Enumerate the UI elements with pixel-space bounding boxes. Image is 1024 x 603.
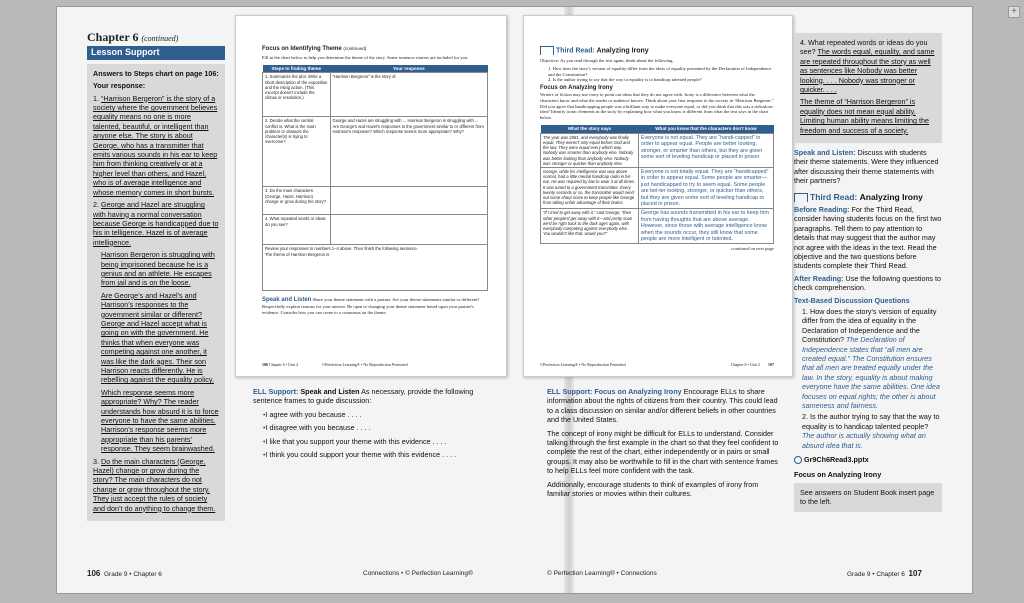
- book-spread: [56, 6, 973, 594]
- sentence-frame: • I like that you support your theme with this evidence . . . .: [263, 437, 493, 446]
- lesson-support-bar: Lesson Support: [87, 46, 225, 59]
- page-107-footer: ©Perfection Learning® • No Reproduction Permitted Chapter 6 • Unit 2 107: [540, 362, 774, 368]
- answers-box: Answers to Steps chart on page 106: Your response: 1. “Harrison Bergeron” is the story of a society where the government believes equality means no one is more talented, beautiful, or intelligent than anyone else. The story is about George, who has a transmitter that emits various sounds in his ear to keep him from thinking creatively or at a higher level than others, and Hazel, who is of average intelligence and whose memory comes in short bursts. 2. George and Hazel are struggling with having a normal conversation because George is handicapped due to his in telligence. Hazel is of average intelligence. Harrison Bergeron is struggling with being imprisoned because he is a genius and an athlete. He escapes from jail and is on the loose. Are George’s and Hazel’s and Harrison’s responses to the government similar or different? George and Hazel accept what is going on with the government. He thinks that when everyone was competing against one another, it was like the dark ages. Their son Harrison reacts differently. He is rebelling against the equality policy. Which response seems more appropriate? Why? The reader understands how absurd it is to force everyone to have the same abilities. Harrison’s response seems more appropriate than his parents’ response. They seem brainwashed. 3. Do the main characters (George, Hazel) change or grow during the story? The main characters do not change or grow throughout the story. They just accept the rules of society and don’t do anything to change them.: [87, 64, 225, 521]
- chapter-heading: Chapter 6 (continued): [87, 30, 179, 44]
- footer-right-center: © Perfection Learning® • Connections: [547, 570, 657, 577]
- answer-3: 3. Do the main characters (George, Hazel) change or grow during the story? The main characters do not change or grow throughout the story. They just accept the rules of society and don’t do anything to change them.: [93, 456, 216, 513]
- student-page-107: Third Read: Analyzing Irony Objective: As you read through the text again, think about the following. 1. How does the story's version of equality differ from the ideas of equality presented by the Declaration of Independence and the Constitution? 2. Is the author trying to say that the way to equality is to handicap talented people? Focus on Analyzing Irony Writers of fiction may use irony to point out ideas that they do not agree with. Irony is a difference between what the characters know and what the reader or audience knows. Think about your first response to the society in “Harrison Bergeron.” Did you agree that handicapping people was a brilliant way to make everyone equal, or did you think that this was a ridiculous idea? Identify ironic elements in the story by explaining how what you know is different from what the text says in the chart below. What the story says What you know that the characters don't know The year was 2081, and everybody was finally equal. They weren't only equal before God and the law. They were equal every which way. Nobody was smarter than anybody else. Nobody was better looking than anybody else. Nobody was stronger or quicker than anybody else. Everyone is not equal. They are “handi-capped” in order to appear equal. People are better looking, stronger, or smarter than others, but they are given some sort of leveling handicap or placed in prison. George, while his intelligence was way above normal, had a little mental handicap radio in his ear. He was required by law to wear it at all times. It was tuned to a government transmitter. Every twenty seconds or so, the transmitter would send out some sharp noise to keep people like George from taking unfair advantage of their brains. Everyone is not totally equal. They are “handicapped” in order to appear equal. Some people are smarter—just handicapped to try to seem equal. Some people are bet-ter looking, stronger, or quicker than others, but they are given some sort of leveling handicap or placed in prison. “If I tried to get away with it,” said George, “then other people'd get away with it—and pretty soon we'd be right back to the dark ages again, with everybody competing against everybody else. You wouldn't like that, would you?” George has sounds transmitted in his ear to keep him from having thoughts that are above average. However, since those with average intelligence know when the sounds occur, they still know that some people are more intelligent or talented. continued on next page ©Perfection Learning® • No Reproduction Permitted Chapter 6 • Unit 2 107: [523, 15, 793, 377]
- sentence-frame: • I agree with you because . . . .: [263, 410, 493, 419]
- sentence-frame: • I disagree with you because . . . .: [263, 423, 493, 432]
- page-106-footer: 106 Chapter 6 • Unit 2 ©Perfection Learning® • No Reproduction Permitted: [262, 362, 408, 368]
- sentence-frame: • I think you could support your theme with this evidence . . . .: [263, 450, 493, 459]
- tbd-question-2: 2. Is the author trying to say that the way to equality is to handicap talented people? The author is actually showing what an absurd idea that is.: [802, 412, 940, 450]
- answer-2: 2. George and Hazel are struggling with having a normal conversation because George is handicapped due to his in telligence. Hazel is of average intelligence.: [93, 200, 219, 247]
- expand-icon[interactable]: +: [1008, 6, 1020, 18]
- answer-4-box: 4. What repeated words or ideas do you see? The words equal, equality, and same are repeated throughout the story as well as sentences like Nobody was better looking. . . . Nobody was stronger or quicker. . . . The theme of “Harrison Bergeron” is equality does not mean equal ability. Limiting human ability means limiting the freedom and success of a society.: [794, 33, 942, 143]
- reader-icon: [540, 46, 554, 55]
- left-sidebar: [87, 30, 225, 521]
- right-sidebar: 4. What repeated words or ideas do you see? The words equal, equality, and same are repeated throughout the story as well as sentences like Nobody was better looking. . . . Nobody was stronger or quicker. . . . The theme of “Harrison Bergeron” is equality does not mean equal ability. Limiting human ability means limiting the freedom and success of a society. Speak and Listen: Discuss with students their theme statements. Were they influenced after discussing their theme statements with their partners? Third Read: Analyzing Irony Before Reading: For the Third Read, consider having students focus on the first two paragraphs. Tell them to pay attention to details that may suggest that the author may not agree with the ideas in the text. Read the objective and the two questions before students complete their Third Read. After Reading: Use the following questions to check comprehension. Text-Based Discussion Questions 1. How does the story's version of equality differ from the idea of equality in the Declaration of Independence and the Constitution? The Declaration of Independence states that “all men are created equal.” The Constitution ensures that all men are treated equally under the law. In the story, equality is about making everyone have the same abilities. One idea focuses on equal rights; the other is about sameness and fairness. 2. Is the author trying to say that the way to equality is to handicap talented people? The author is actually showing what an absurd idea that is. Gr9Ch6Read3.pptx Focus on Analyzing Irony See answers on Student Book insert page to the left.: [794, 33, 942, 512]
- reader-icon: [794, 193, 808, 202]
- presentation-icon: [794, 456, 802, 464]
- ell-support-left: ELL Support: Speak and Listen As necessary, provide the following sentence frames to guide discussion: • I agree with you because . . . . • I disagree with you because . . . . • I like that you support your theme with this evidence . . . . • I think you could support your theme with this evidence . . . .: [253, 387, 493, 463]
- speak-listen-106: Speak and Listen Share your theme statement with a partner. Are your theme statements similar or different? Respectfully explain reasons for your answer. Be open to changing your theme statement based upon your partner's evidence. Consider how you can come to a consensus on the theme.: [262, 297, 480, 315]
- ell-support-right: ELL Support: Focus on Analyzing Irony Encourage ELLs to share information about the rights of citizens from their country. This could lead to a class discussion on similar and/or different beliefs in other countries and the United States. The concept of irony might be difficult for ELLs to understand. Consider talking through the first example in the chart so that they feel confident to complete the rest of the chart, either independently or in pairs or small groups. It may also be worthwhile to fill in the chart with sentence frames to help ELLs feel more confident with the task. Additionally, encourage students to think of examples of irony from familiar stories or movies within their cultures.: [547, 387, 779, 499]
- irony-table: What the story says What you know that the characters don't know The year was 2081, and everybody was finally equal. They weren't only equal before God and the law. They were equal every which way. Nobody was smarter than anybody else. Nobody was better looking than anybody else. Nobody was stronger or quicker than anybody else. Everyone is not equal. They are “handi-capped” in order to appear equal. People are better looking, stronger, or smarter than others, but they are given some sort of leveling handicap or placed in prison. George, while his intelligence was way above normal, had a little mental handicap radio in his ear. He was required by law to wear it at all times. It was tuned to a government transmitter. Every twenty seconds or so, the transmitter would send out some sharp noise to keep people like George from taking unfair advantage of their brains. Everyone is not totally equal. They are “handicapped” in order to appear equal. Some people are smarter—just handicapped to try to seem equal. Some people are bet-ter looking, stronger, or quicker than others, but they are given some sort of leveling handicap or placed in prison. “If I tried to get away with it,” said George, “then other people'd get away with it—and pretty soon we'd be right back to the dark ages again, with everybody competing against everybody else. You wouldn't like that, would you?” George has sounds transmitted in his ear to keep him from having thoughts that are above average. However, since those with average intelligence know when the sounds occur, they still know that some people are more intelligent or talented.: [540, 125, 774, 244]
- footer-left: 106 Grade 9 • Chapter 6: [87, 569, 162, 578]
- speak-listen-note: Speak and Listen: Discuss with students their theme statements. Were they influenced after discussing their theme statements with their partners?: [794, 148, 939, 186]
- student-page-106: Focus on Identifying Theme (continued) Fill in the chart below to help you determine the theme of the story. Some sentence starters are included for you. Steps to finding theme Your response 1. Summarize the plot. Write a short description of the exposition and the rising action. (This excerpt doesn't include the climax or resolution.) “Harrison Bergeron” is the story of 2. Decide what the central conflict is. What is the main problem or obstacle the character(s) is trying to overcome? George and Hazel are struggling with ... Harrison Bergeron is struggling with ... Are George's and Hazel's responses to the government similar to or different from Harrison's response? Which response seems more appropriate? Why? 3. Do the main characters (George, Hazel, Harrison) change or grow during the story? 4. What repeated words or ideas do you see? Review your responses to numbers 1–4 above. Then finish the following sentence. The theme of Harrison Bergeron is Speak and Listen Share your theme statement with a partner. Are your theme statements similar or different? Respectfully explain reasons for your answer. Be open to changing your theme statement based upon your partner's evidence. Consider how you can come to a consensus on the theme. 106 Chapter 6 • Unit 2 ©Perfection Learning® • No Reproduction Permitted: [235, 15, 507, 377]
- pptx-link[interactable]: Gr9Ch6Read3.pptx: [794, 455, 942, 464]
- focus-answers-box: See answers on Student Book insert page to the left.: [794, 483, 942, 512]
- third-read-heading: Third Read: Analyzing Irony: [794, 192, 942, 202]
- theme-steps-table: Steps to finding theme Your response 1. Summarize the plot. Write a short description of the exposition and the rising action. (This excerpt doesn't include the climax or resolution.) “Harrison Bergeron” is the story of 2. Decide what the central conflict is. What is the main problem or obstacle the character(s) is trying to overcome? George and Hazel are struggling with ... Harrison Bergeron is struggling with ... Are George's and Hazel's responses to the government similar to or different from Harrison's response? Which response seems more appropriate? Why? 3. Do the main characters (George, Hazel, Harrison) change or grow during the story? 4. What repeated words or ideas do you see? Review your responses to numbers 1–4 above. Then finish the following sentence. The theme of Harrison Bergeron is: [262, 65, 488, 292]
- answer-1: 1. “Harrison Bergeron” is the story of a society where the government believes equality means no one is more talented, beautiful, or intelligent than anyone else. The story is about George, who has a transmitter that emits various sounds in his ear to keep him from thinking creatively or at a higher level than others, and Hazel, who is of average intelligence and whose memory comes in short bursts.: [93, 93, 218, 197]
- footer-right: Grade 9 • Chapter 6 107: [847, 569, 922, 578]
- tbd-question-1: 1. How does the story's version of equality differ from the idea of equality in the Declaration of Independence and the Constitution? The Declaration of Independence states that “all men are created equal.” The Constitution ensures that all men are treated equally under the law. In the story, equality is about making everyone have the same abilities. One idea focuses on equal rights; the other is about sameness and fairness.: [802, 307, 940, 411]
- footer-left-center: Connections • © Perfection Learning®: [363, 570, 473, 577]
